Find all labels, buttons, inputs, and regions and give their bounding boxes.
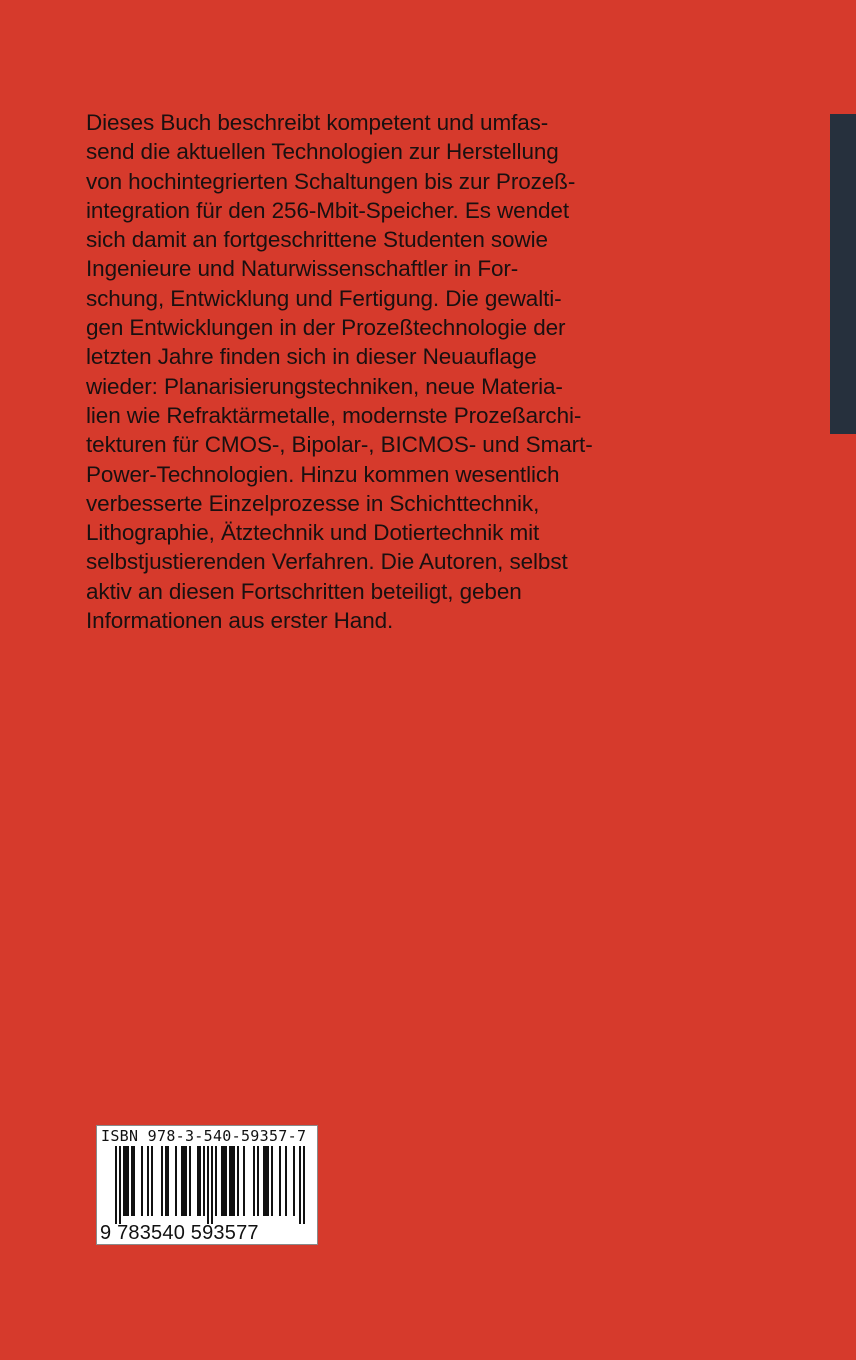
ean-digits: 9 783540 593577 <box>100 1222 259 1244</box>
barcode-bar <box>267 1146 269 1216</box>
barcode-guard-bar <box>115 1146 117 1224</box>
barcode-bar <box>237 1146 239 1216</box>
barcode-bar <box>123 1146 125 1216</box>
barcode-bar <box>233 1146 235 1216</box>
barcode-bar <box>243 1146 245 1216</box>
blurb-line: Power-Technologien. Hinzu kommen wesentlich <box>86 461 560 487</box>
blurb-line: Dieses Buch beschreibt kompetent und umfas- <box>86 110 549 135</box>
barcode-bar <box>263 1146 265 1216</box>
barcode-bar <box>131 1146 133 1216</box>
blurb-line: lien wie Refraktärmetalle, modernste Prozeßarchi- <box>86 402 582 428</box>
blurb-line: Informationen aus erster Hand. <box>86 608 394 634</box>
blurb-line: Lithographie, Ätztechnik und Dotiertechnik mit <box>86 520 540 546</box>
barcode-bar <box>231 1146 233 1216</box>
barcode-bar <box>229 1146 231 1216</box>
barcode-bar <box>253 1146 255 1216</box>
barcode-bar <box>141 1146 143 1216</box>
isbn-label: ISBN 978-3-540-59357-7 <box>101 1127 307 1145</box>
blurb-line: verbesserte Einzelprozesse in Schichttechnik, <box>86 490 540 516</box>
barcode-bars <box>97 1146 317 1224</box>
blurb-line: von hochintegrierten Schaltungen bis zur Prozeß- <box>86 168 576 194</box>
blurb-text <box>86 108 606 635</box>
barcode-bar <box>293 1146 295 1216</box>
barcode-bar <box>257 1146 259 1216</box>
barcode-bar <box>185 1146 187 1216</box>
blurb-line: wieder: Planarisierungstechniken, neue Materia- <box>86 373 563 399</box>
barcode-bar <box>161 1146 163 1216</box>
barcode-bar <box>223 1146 225 1216</box>
blurb-line: aktiv an diesen Fortschritten beteiligt, geben <box>86 578 522 604</box>
barcode-bar <box>271 1146 273 1216</box>
barcode-bar <box>181 1146 183 1216</box>
barcode-bar <box>165 1146 167 1216</box>
blurb-line: selbstjustierenden Verfahren. Die Autoren, selbst <box>86 549 568 575</box>
barcode-bar <box>133 1146 135 1216</box>
barcode-bar <box>151 1146 153 1216</box>
barcode-bar <box>215 1146 217 1216</box>
barcode-bar <box>279 1146 281 1216</box>
barcode-bar <box>167 1146 169 1216</box>
barcode-guard-bar <box>299 1146 301 1224</box>
barcode-bar <box>199 1146 201 1216</box>
barcode-bar <box>225 1146 227 1216</box>
barcode-guard-bar <box>119 1146 121 1224</box>
barcode-guard-bar <box>207 1146 209 1224</box>
blurb-line: gen Entwicklungen in der Prozeßtechnologie der <box>86 315 566 341</box>
barcode-bar <box>127 1146 129 1216</box>
barcode-bar <box>183 1146 185 1216</box>
barcode-bar <box>197 1146 199 1216</box>
barcode-bar <box>221 1146 223 1216</box>
barcode-bar <box>285 1146 287 1216</box>
spine-bar <box>830 114 856 434</box>
barcode-guard-bar <box>303 1146 305 1224</box>
barcode-bar <box>265 1146 267 1216</box>
barcode-bar <box>203 1146 205 1216</box>
blurb-line: tekturen für CMOS-, Bipolar-, BICMOS- und Smart- <box>86 432 593 458</box>
blurb-line: sich damit an fortgeschrittene Studenten sowie <box>86 227 548 253</box>
barcode-guard-bar <box>211 1146 213 1224</box>
barcode-bar <box>125 1146 127 1216</box>
blurb-line: schung, Entwicklung und Fertigung. Die gewalti- <box>86 285 562 311</box>
barcode-bar <box>175 1146 177 1216</box>
blurb-line: send die aktuellen Technologien zur Herstellung <box>86 139 559 165</box>
barcode-bar <box>147 1146 149 1216</box>
blurb-line: Ingenieure und Naturwissenschaftler in For- <box>86 256 519 282</box>
isbn-barcode <box>96 1125 318 1245</box>
blurb-line: integration für den 256-Mbit-Speicher. Es wendet <box>86 197 569 223</box>
blurb-line: letzten Jahre finden sich in dieser Neuauflage <box>86 344 537 370</box>
barcode-bar <box>189 1146 191 1216</box>
